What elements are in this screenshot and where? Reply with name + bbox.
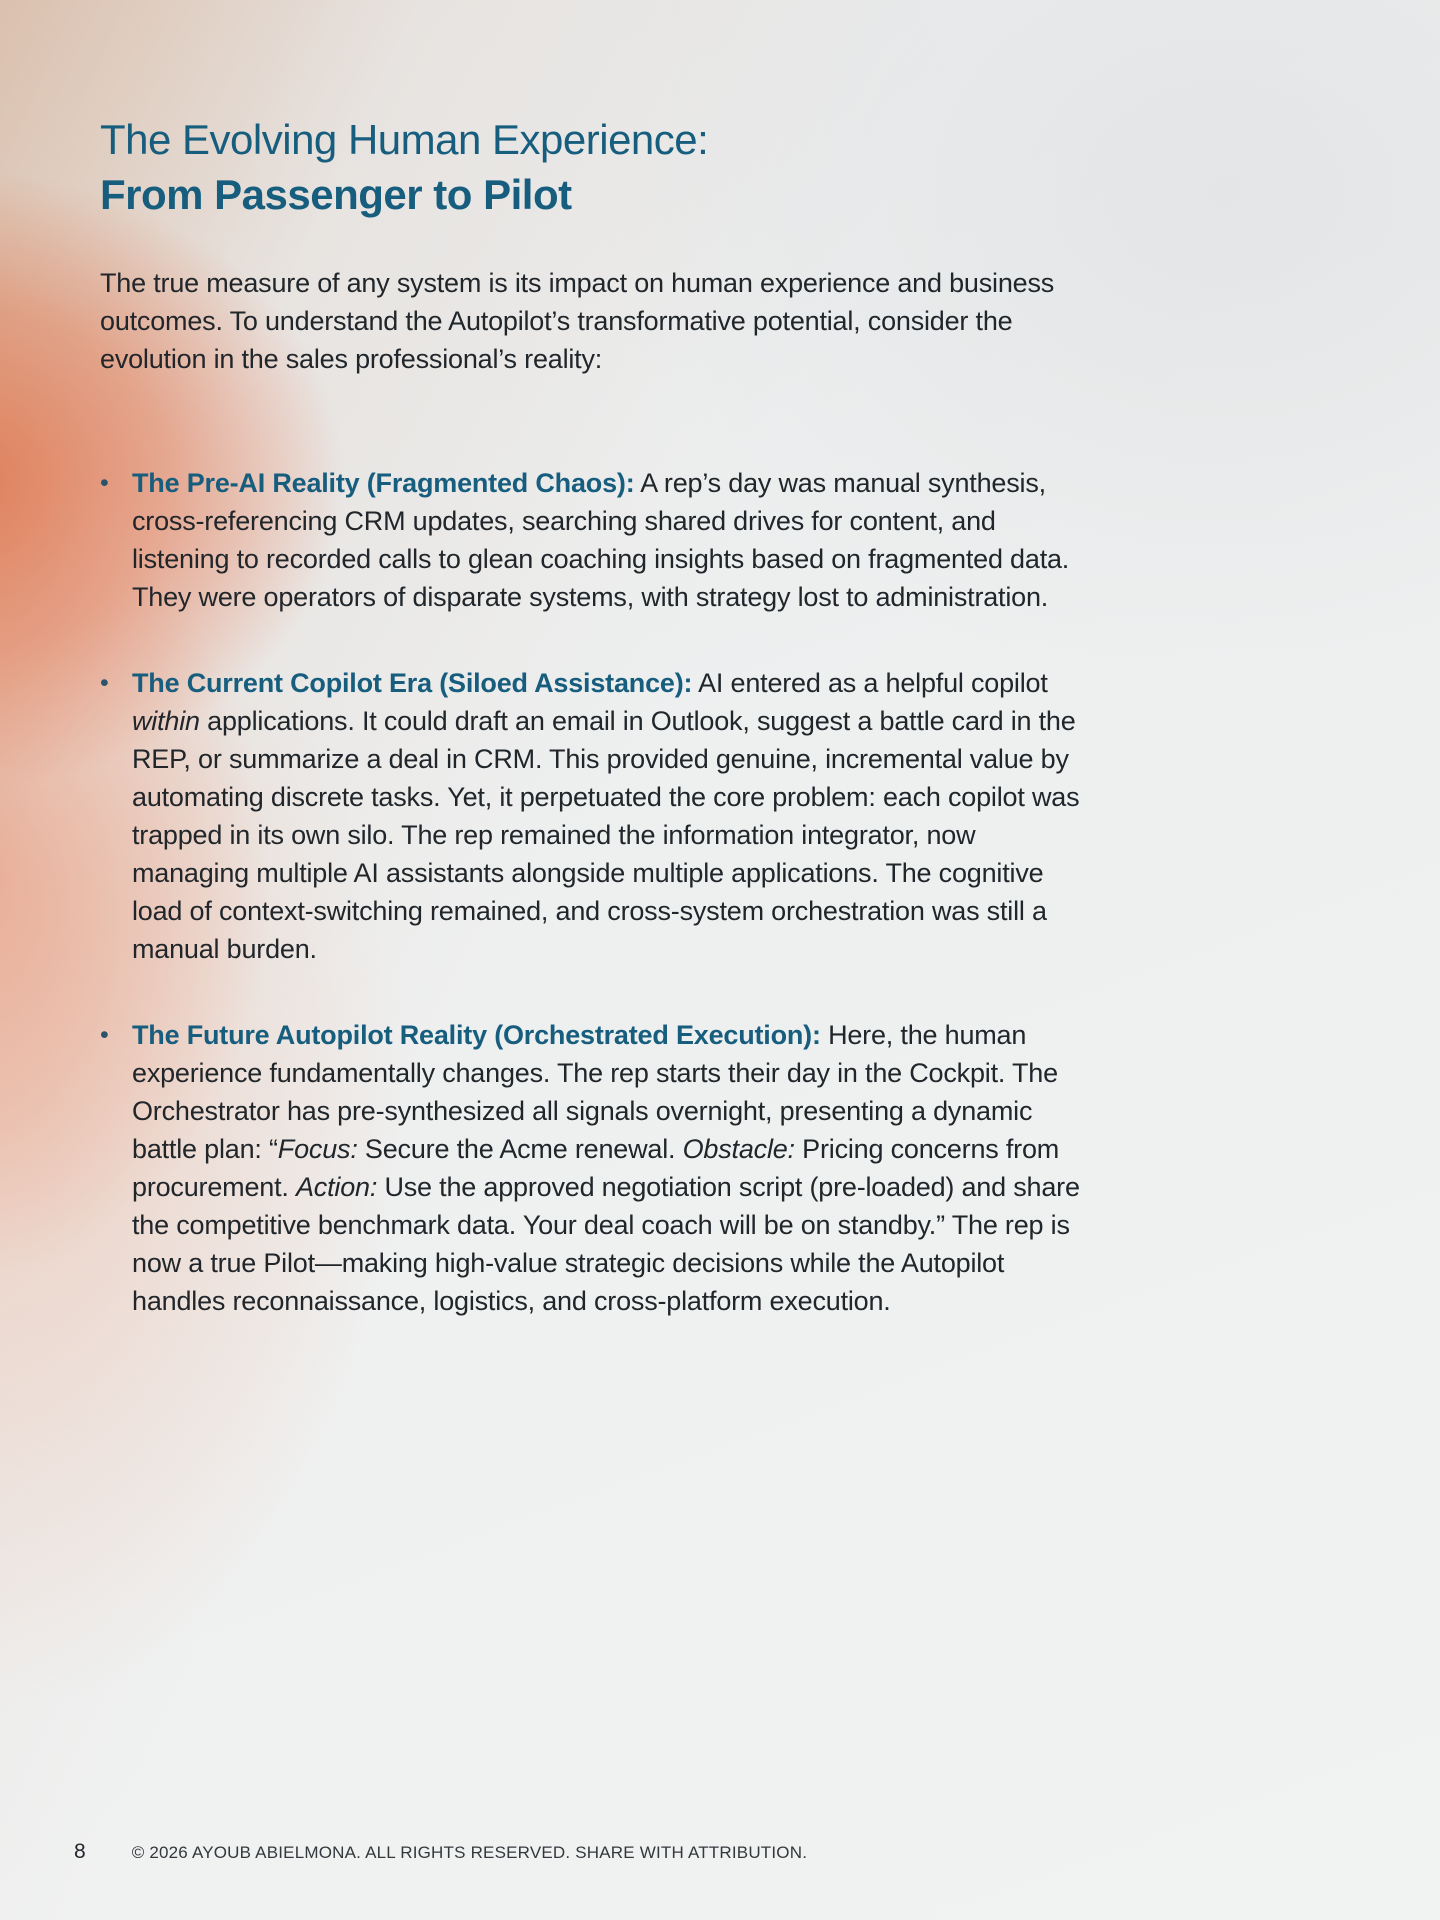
bullet-lead-label: The Future Autopilot Reality (Orchestrated Execution):	[132, 1020, 821, 1050]
bullet-item-future-autopilot-reality	[100, 1016, 1085, 1320]
page-footer	[0, 1840, 1440, 1864]
bullet-body-segment-italic: Focus:	[277, 1134, 358, 1164]
page-title	[100, 112, 1085, 222]
bullet-list	[100, 464, 1085, 1320]
bullet-marker: •	[100, 469, 109, 497]
bullet-lead-label: The Current Copilot Era (Siloed Assistance):	[132, 668, 693, 698]
bullet-text	[132, 1016, 1085, 1320]
bullet-body-segment-italic: Obstacle:	[682, 1134, 795, 1164]
bullet-body-segment: A rep’s day was manual synthesis, cross-referencing CRM updates, searching shared drives for content, and listening to recorded calls to glean coaching insights based on fragmented data. They were operators of disparate systems, with strategy lost to administration.	[132, 468, 1070, 612]
bullet-body-segment: Here, the human experience fundamentally changes. The rep starts their day in the Cockpit. The Orchestrator has pre-synthesized all signals overnight, presenting a dynamic battle plan: “	[132, 1020, 1058, 1164]
bullet-lead-label: The Pre-AI Reality (Fragmented Chaos):	[132, 468, 635, 498]
bullet-marker: •	[100, 669, 109, 697]
bullet-body-segment: Pricing concerns from procurement.	[132, 1134, 1060, 1202]
bullet-body-segment: Use the approved negotiation script (pre-loaded) and share the competitive benchmark data. Your deal coach will be on standby.” The rep is now a true Pilot—making high-value strategic decisions while the Autopilot handles reconnaissance, logistics, and cross-platform execution.	[132, 1172, 1080, 1316]
intro-paragraph: The true measure of any system is its impact on human experience and business outcomes. To understand the Autopilot’s transformative potential, consider the evolution in the sales professional’s reality:	[100, 268, 1055, 374]
page-title-line-2: From Passenger to Pilot	[100, 171, 572, 218]
bullet-text	[132, 464, 1085, 616]
bullet-body-segment-italic: Action:	[295, 1172, 378, 1202]
copyright-notice: © 2026 AYOUB ABIELMONA. ALL RIGHTS RESERVED. SHARE WITH ATTRIBUTION.	[131, 1843, 808, 1862]
bullet-body-segment: AI entered as a helpful copilot	[692, 668, 1048, 698]
bullet-body-segment-italic: within	[132, 706, 200, 736]
bullet-text	[132, 664, 1085, 968]
bullet-marker: •	[100, 1021, 109, 1049]
page-number: 8	[74, 1840, 86, 1863]
bullet-body-segment: Secure the Acme renewal.	[357, 1134, 683, 1164]
page-content	[100, 112, 1085, 1368]
bullet-item-current-copilot-era	[100, 664, 1085, 968]
bullet-item-pre-ai-reality	[100, 464, 1085, 616]
page-title-line-1: The Evolving Human Experience:	[100, 116, 709, 163]
bullet-body-segment: applications. It could draft an email in Outlook, suggest a battle card in the REP, or summarize a deal in CRM. This provided genuine, incremental value by automating discrete tasks. Yet, it perpetuated the core problem: each copilot was trapped in its own silo. The rep remained the information integrator, now managing multiple AI assistants alongside multiple applications. The cognitive load of context-switching remained, and cross-system orchestration was still a manual burden.	[132, 706, 1080, 964]
